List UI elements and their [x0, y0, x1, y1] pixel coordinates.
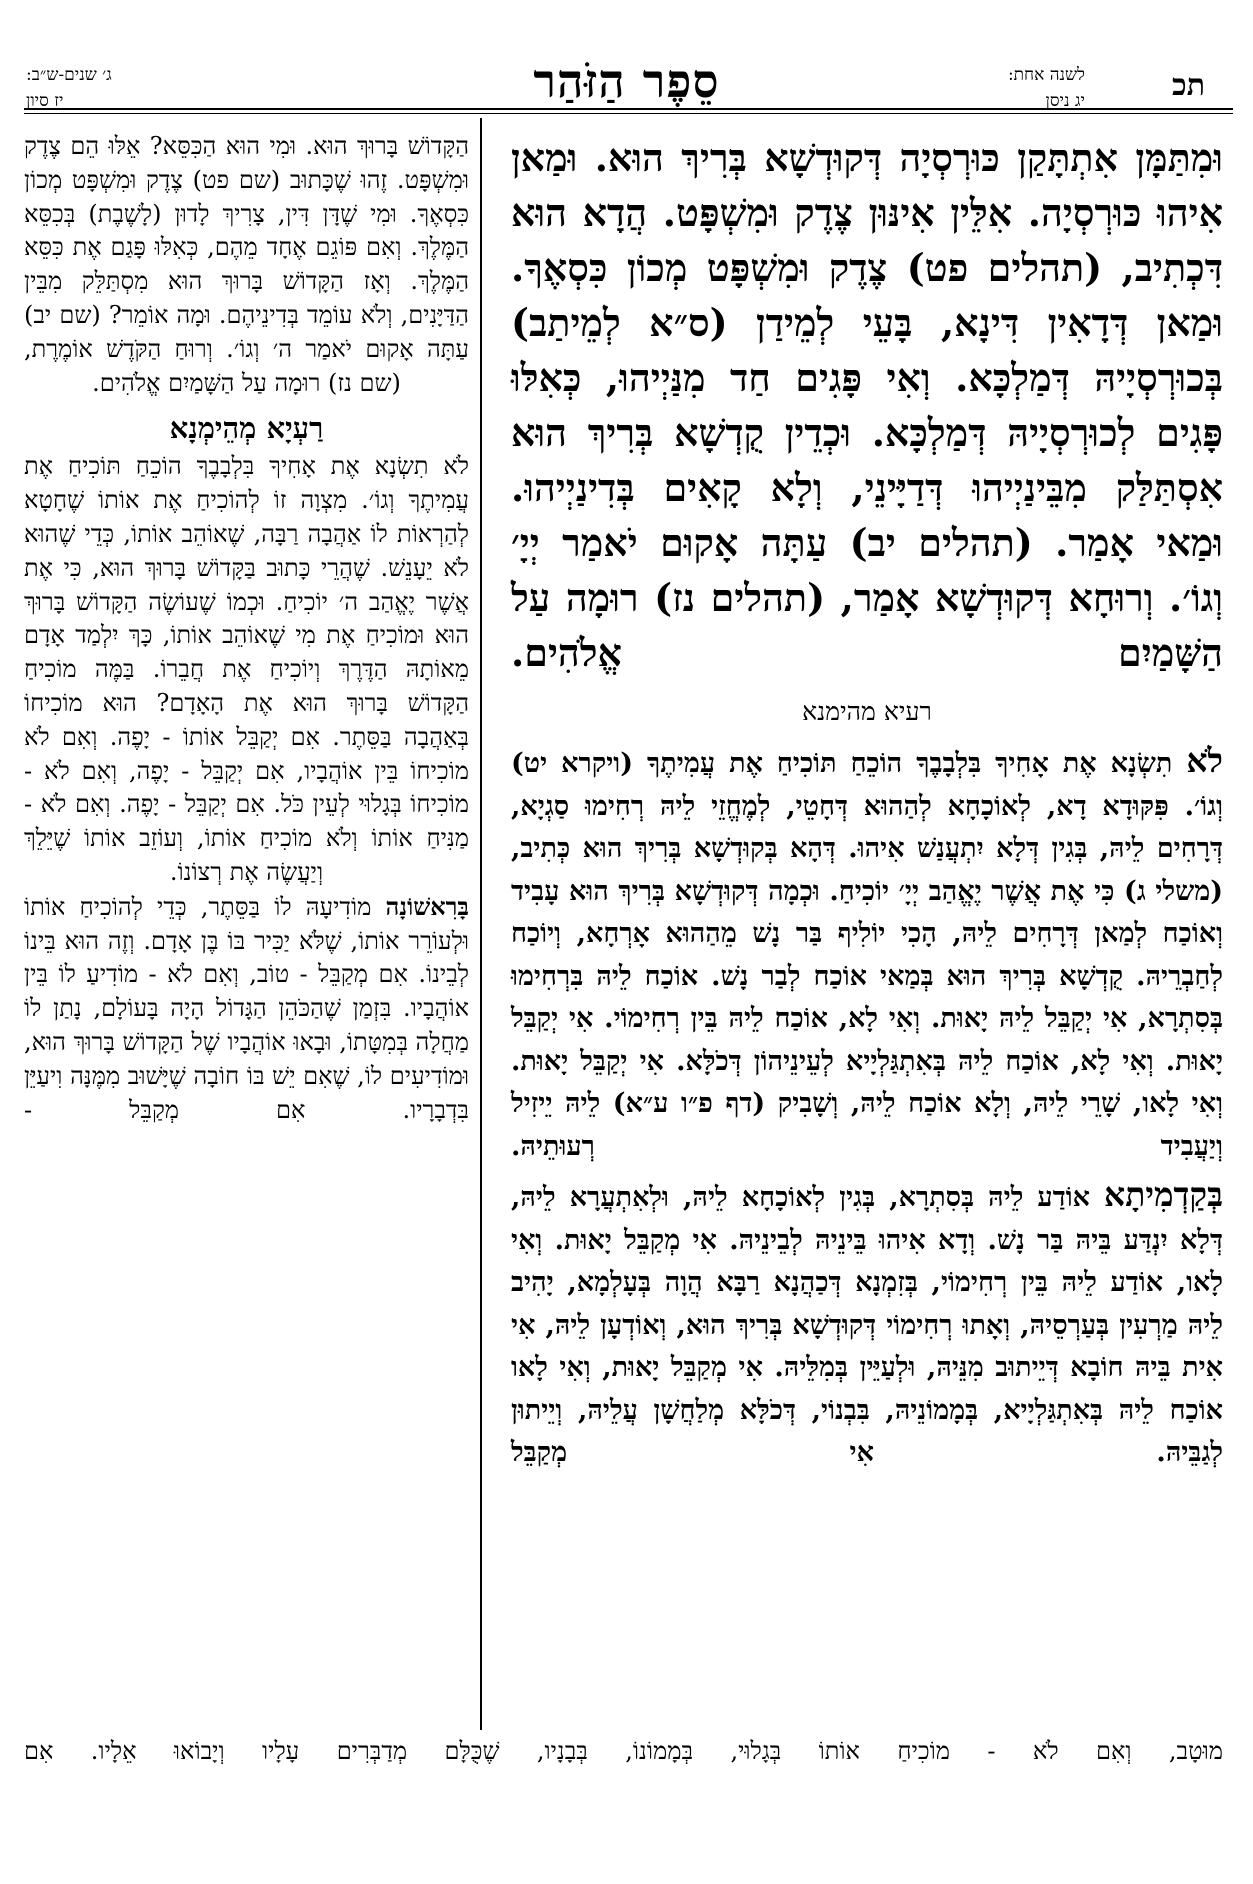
paragraph-lead-word: בָּרִאשׁוֹנָה: [385, 891, 469, 921]
schedule-one-year: לשנה אחת:: [1007, 65, 1085, 85]
page-number: תכ: [1172, 68, 1205, 103]
main-paragraph-1-text: תִשְׂנָא אֶת אָחִיךָ בִּלְבָבֶךָ הוֹכֵחַ תּוֹכִיחַ אֶת עֲמִיתֶךָ (ויקרא יט) וְגוֹ׳. פִּקּוּדָא דָא, לְאוֹכָחָא לְהַהוּא דְּחָטֵי, לְמֶחֱזֵי לֵיהּ רְחִימוּ סַגְיָא, דְּרָחִים לֵיהּ, בְּגִין דְּלָא יִתְעֲנַשׁ אִיהוּ. דְּהָא בְּקוּדְשָׁא בְּרִיךְ הוּא כְּתִיב, (משלי ג) כִּי אֶת אֲשֶׁר יֶאֱהַב יְיָ׳ יוֹכִיחַ. וּכְמָה דְּקוּדְשָׁא בְּרִיךְ הוּא עָבִיד וְאוֹכַח לְמַאן דְּרָחִים לֵיהּ, הָכִי יוֹלִיף בַּר נָשׁ מֵהַהוּא אָרְחָא, וְיוֹכַח לְחַבְרֵיהּ. קֻדְשָׁא בְּרִיךְ הוּא בְּמַאי אוֹכַח לְבַר נָשׁ. אוֹכַח לֵיהּ בִּרְחִימוּ בְּסִתְרָא, אִי יְקַבֵּל לֵיהּ יָאוּת. וְאִי לָא, אוֹכַח לֵיהּ בֵּין רְחִימוֹי. אִי יְקַבֵּל יָאוּת. וְאִי לָא, אוֹכַח לֵיהּ בְּאִתְגַּלְיָיא לְעֵינֵיהוֹן דְּכֹלָּא. אִי יְקַבֵּל יָאוּת. וְאִי לָאו, שָׁרֵי לֵיהּ, וְלָא אוֹכַח לֵיהּ, וְשָׁבִיק (דף פ״ו ע״א) לֵיהּ יֵיזִיל וְיַעֲבִיד רְעוּתֵיהּ.: [511, 748, 1223, 1162]
main-paragraph-2: [511, 1174, 1223, 1475]
header-rule-thin: [24, 113, 1233, 114]
header-rule: [24, 108, 1233, 110]
translation-paragraph-3: [24, 890, 469, 1128]
translation-column: [24, 130, 469, 1127]
schedule-three-years-date: יז סיון: [26, 91, 64, 111]
raaya-mehemna-heading: רעיא מהימנא: [802, 697, 932, 726]
main-column: [511, 130, 1223, 1481]
main-paragraph-2-text: אוֹדַע לֵיהּ בְּסִתְרָא, בְּגִין לְאוֹכָחָא לֵיהּ, וּלְאִתְעֲרָא לֵיהּ, דְּלָא יִנְדַּע בֵּיהּ בַּר נָשׁ. וְדָא אִיהוּ בֵּינֵיהּ לְבֵינֵיהּ. אִי מְקַבֵּל יָאוּת. וְאִי לָאו, אוֹדַע לֵיהּ בֵּין רְחִימוֹי, בְּזִמְנָא דְּכַהֲנָא רַבָּא הֲוָה בְּעָלְמָא, יָהִיב לֵיהּ מַרְעִין בְּעַרְסֵיהּ, וְאָתוּ רְחִימוֹי דְּקוּדְשָׁא בְּרִיךְ הוּא, וְאוֹדְעָן לֵיהּ, אִי אִית בֵּיהּ חוֹבָא דְּיֵיתוּב מִנֵּיהּ, וּלְעַיֵּין בְּמִלֵּיהּ. אִי מְקַבֵּל יָאוּת, וְאִי לָאו אוֹכַח לֵיהּ בְּאִתְגַּלְיָיא, בְּמָמוֹנֵיהּ, בִּבְנוֹי, דְּכֹלָּא מְלַחֲשָׁן עֲלֵיהּ, וְיֵיתוּן לְגַבֵּיהּ. אִי מְקַבֵּל: [511, 1182, 1223, 1468]
continuation-line: מוּטָב, וְאִם לֹא - מוֹכִיחַ אוֹתוֹ בְּגָלוּי, בְּמָמוֹנוֹ, בְּבָנָיו, שֶׁכֻּלָּם מְדַבְּרִים עָלָיו וְיָבוֹאוּ אֵלָיו. אִם: [24, 1737, 1223, 1765]
schedule-three-years: ג׳ שנים-ש״ב:: [26, 65, 112, 85]
book-title: סֵפֶר הַזֹּהַר: [533, 54, 720, 108]
main-paragraph-1: [511, 740, 1223, 1168]
translation-paragraph-3-text: מוֹדִיעָהּ לוֹ בַּסֵּתֶר, כְּדֵי לְהוֹכִיחַ אוֹתוֹ וּלְעוֹרֵר אוֹתוֹ, שֶׁלֹּא יַכִּיר בּוֹ בֶּן אָדָם. וְזֶה הוּא בֵּינוֹ לְבֵינוֹ. אִם מְקַבֵּל - טוֹב, וְאִם לֹא - מוֹדִיעַ לוֹ בֵּין אוֹהֲבָיו. בִּזְמַן שֶׁהַכֹּהֵן הַגָּדוֹל הָיָה בָּעוֹלָם, נָתַן לוֹ מַחֲלָה בְּמִטָּתוֹ, וּבָאוּ אוֹהֲבָיו שֶׁל הַקָּדוֹשׁ בָּרוּךְ הוּא, וּמוֹדִיעִים לוֹ, שֶׁאִם יֵשׁ בּוֹ חוֹבָה שֶׁיָּשׁוּב מִמֶּנָּה וִיעַיֵּן בִּדְבָרָיו. אִם מְקַבֵּל -: [24, 892, 469, 1124]
column-divider: [480, 118, 482, 1730]
translation-paragraph-2: לֹא תִשְׂנָא אֶת אָחִיךָ בִּלְבָבֶךָ הוֹכֵחַ תּוֹכִיחַ אֶת עֲמִיתֶךָ וְגוֹ׳. מִצְוָה זוֹ לְהוֹכִיחַ אֶת אוֹתוֹ שֶׁחָטָא לְהַרְאוֹת לוֹ אַהֲבָה רַבָּה, שֶׁאוֹהֵב אוֹתוֹ, כְּדֵי שֶׁהוּא לֹא יֵעָנֵשׁ. שֶׁהֲרֵי כָּתוּב בַּקָּדוֹשׁ בָּרוּךְ הוּא, כִּי אֶת אֲשֶׁר יֶאֱהַב ה׳ יוֹכִיחַ. וּכְמוֹ שֶׁעוֹשֶׂה הַקָּדוֹשׁ בָּרוּךְ הוּא וּמוֹכִיחַ אֶת מִי שֶׁאוֹהֵב אוֹתוֹ, כָּךְ יִלְמַד אָדָם מֵאוֹתָהּ הַדֶּרֶךְ וְיוֹכִיחַ אֶת חֲבֵרוֹ. בַּמֶּה מוֹכִיחַ הַקָּדוֹשׁ בָּרוּךְ הוּא אֶת הָאָדָם? הוּא מוֹכִיחוֹ בְּאַהֲבָה בַּסֵּתֶר. אִם יְקַבֵּל אוֹתוֹ - יָפֶה. וְאִם לֹא מוֹכִיחוֹ בֵּין אוֹהֲבָיו, אִם יְקַבֵּל - יָפֶה, וְאִם לֹא - מוֹכִיחוֹ בְּגָלוּי לְעֵין כֹּל. אִם יְקַבֵּל - יָפֶה. וְאִם לֹא - מַנִּיחַ אוֹתוֹ וְלֹא מוֹכִיחַ אוֹתוֹ, וְעוֹזֵב אוֹתוֹ שֶׁיֵּלֵךְ וְיַעֲשֶׂה אֶת רְצוֹנוֹ.: [24, 452, 470, 886]
paragraph-lead-word: בְּקַדְמִיתָא: [1104, 1175, 1223, 1214]
study-schedule-left: [26, 62, 226, 114]
schedule-one-year-date: יג ניסן: [1045, 91, 1085, 111]
zohar-original-text: וּמִתַּמָּן אִתְתָּקַן כּוּרְסְיָה דְּקוּדְשָׁא בְּרִיךְ הוּא. וּמַאן אִיהוּ כּוּרְסְיָה. אִלֵּין אִינּוּן צֶדֶק וּמִשְׁפָּט. הֲדָא הוּא דִּכְתִיב, (תהלים פט) צֶדֶק וּמִשְׁפָּט מְכוֹן כִּסְאֶךָ. וּמַאן דְּדָאִין דִּינָא, בָּעֵי לְמֵידַן (ס״א לְמֵיתַב) בְּכוּרְסְיָיהּ דְּמַלְכָּא. וְאִי פָּגִים חַד מִנַּיְיהוּ, כְּאִלּוּ פָּגִים לְכוּרְסְיָיהּ דְּמַלְכָּא. וּכְדֵין קֻדְשָׁא בְּרִיךְ הוּא אִסְתַּלַּק מִבֵּינַיְיהוּ דְּדַיָּינֵי, וְלָא קָאִים בְּדִינַיְיהוּ. וּמַאי אָמַר. (תהלים יב) עַתָּה אָקוּם יֹאמַר יְיָ׳ וְגוֹ׳. וְרוּחָא דְּקוּדְשָׁא אָמַר, (תהלים נז) רוּמָה עַל הַשָּׁמַיִם אֱלֹהִים.: [511, 135, 1223, 675]
translation-heading: רַעְיָא מְהֵימְנָא: [169, 411, 324, 446]
translation-paragraph-1: הַקָּדוֹשׁ בָּרוּךְ הוּא. וּמִי הוּא הַכִּסֵּא? אֵלּוּ הֵם צֶדֶק וּמִשְׁפָּט. זֶהוּ שֶׁכָּתוּב (שם פט) צֶדֶק וּמִשְׁפָּט מְכוֹן כִּסְאֶךָ. וּמִי שֶׁדָּן דִּין, צָרִיךְ לָדוּן (לָשֶׁבֶת) בְּכִסֵּא הַמֶּלֶךְ. וְאִם פּוֹגֵם אֶחָד מֵהֶם, כְּאִלּוּ פָּגַם אֶת כִּסֵּא הַמֶּלֶךְ. וְאָז הַקָּדוֹשׁ בָּרוּךְ הוּא מִסְתַּלֵּק מִבֵּין הַדַּיָּנִים, וְלֹא עוֹמֵד בְּדִינֵיהֶם. וּמָה אוֹמֵר? (שם יב) עַתָּה אָקוּם יֹאמַר ה׳ וְגוֹ׳. וְרוּחַ הַקֹּדֶשׁ אוֹמֶרֶת, (שם נז) רוּמָה עַל הַשָּׁמַיִם אֱלֹהִים.: [24, 132, 469, 397]
paragraph-lead-word: לֹא: [1186, 741, 1223, 780]
